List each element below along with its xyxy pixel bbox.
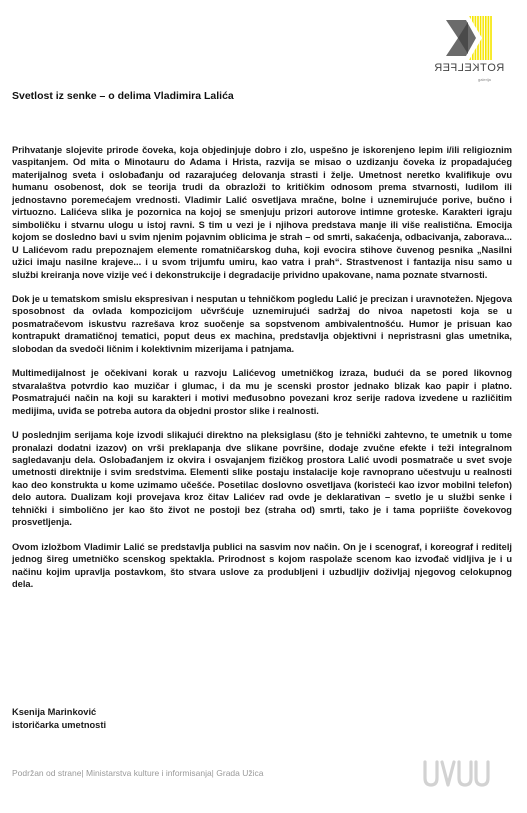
body-paragraph: Multimedijalnost je očekivani korak u razvoju Lalićevog umetničkog izraza, budući da se pored likovnog stvaralaštva potvrdio kao muzičar i glumac, i da mu je scenski prostor jednako blizak kao papir i platno. Posmatrajući način na koji su karakteri i motivi međusobno povezani kroz serije radova izvedene u različitim medijima, uviđa se potreba autora da objedni prostor slike i realnosti.	[12, 368, 512, 416]
body-paragraph: U poslednjim serijama koje izvodi slikajući direktno na pleksiglasu (što je tehnički zahtevno, te umetnik u tome pronalazi dodatni izazov) on vrši preklapanja dve slikane površine, dodaje zvučne efekte i teži integralnom sagledavanju dela. Oslobađanjem iz okvira i osvajanjem fizičkog prostora Lalić uvodi posmatrače u svet svoje umetnosti direktnije i svim sredstvima. Elementi slike postaju instalacije koje ravnoprano učestvuju u realnosti kao deo konstrukta u kome uzimamo učešće. Posetilac doslovno osvetljava (koristeći kao izvor mobilni telefon) delo autora. Dualizam koji provejava kroz čitav Lalićev rad ovde je deklarativan – svetlo je u službi senke i tehnički i simbolično jer kao što život ne postoji bez (straha od) smrti, tako je i tama popriište čovekovog prosvetljenja.	[12, 430, 512, 528]
gallery-logo	[424, 16, 514, 82]
document-body	[12, 144, 512, 603]
body-paragraph: Prihvatanje slojevite prirode čoveka, koja objedinjuje dobro i zlo, uspešno je iskorenjeno lepim i/ili religioznim vaspitanjem. Od mita o Minotauru do Adama i Hrista, razvija se misao o uzdizanju čoveka iz propadajućeg materijalnog sveta i oslobađanju od razarajućeg delovanja strasti i želje. Umetnost neretko kvalifikuje ovu humanu osobenost, dok se teorija trudi da obrazloži to kritičkim odnosom prema stvarnosti, ludilom ili jednostavno poremećajem vrednosti. Vladimir Lalić osvetljava mračne, bolne i uznemirujuće porive, bučno i virtuozno. Lalićeva slika je pozornica na kojoj se smenjuju prizori autorove intimne groteske. Karakteri igraju simboličku i stvarnu ulogu u istoj ravni. S tim u vezi je i njihova predstava manje ili više realistična. Emocija kojom se dosledno bavi u svim njenim pojavnim oblicima je strah – od smrti, sakaćenja, odbacivanja, zaborava... U Lalićevom radu prepoznajem elemente romatničarskog duha, koji evocira stihove čuvenog pesnika „Nasilni užici imaju nasilne krajeve... i u svom trijumfu umiru, kao vatra i prah“. Strastvenost i fantazija nisu samo u službi kreiranja nove vizije već i dekonstrukcije i degradacije prividno upakovane, nama poznate stvarnosti.	[12, 145, 512, 280]
author-name: Ksenija Marinković	[12, 707, 97, 717]
gallery-logo-subtext: galerija	[478, 77, 491, 82]
gallery-logo-text: ROTKELFER	[433, 62, 505, 74]
author-signature	[12, 706, 106, 732]
footer-support-text: Podržan od strane| Ministarstva kulture i informisanja| Grada Užica	[12, 768, 264, 778]
uvuu-logo-icon	[422, 758, 494, 788]
body-paragraph: Ovom izložbom Vladimir Lalić se predstavlja publici na sasvim nov način. On je i scenograf, i koreograf i reditelj jednog šireg umetničko scenskog spektakla. Prirodnost s kojom raspolaže scenom kao izvođač vidljiva je i u načinu kojim upravlja postavkom, što stvara uslove za produbljeni i uzbudljiv doživljaj njegovog celokupnog dela.	[12, 541, 512, 590]
document-title: Svetlost iz senke – o delima Vladimira Lalića	[12, 90, 234, 102]
footer-logo	[422, 758, 494, 793]
author-role: istoričarka umetnosti	[12, 720, 107, 730]
body-paragraph: Dok je u tematskom smislu ekspresivan i nesputan u tehničkom pogledu Lalić je precizan i uravnotežen. Njegova sposobnost da ovlada kompozicijom učvršćuje uznemirujući sadržaj do nivoa napetosti koja se u posmatračevom iskustvu razrešava kroz suočenje sa sopstvenom ambivalentnošću. Humor je prisuan kao kontrapukt dramatičnoj tematici, poput deus ex machina, predstavlja objektivni i nepristrasni glas umetnika, slobodan da svedoči ličnim i kolektivnim mizerijama i patnjama.	[12, 293, 512, 354]
gallery-logo-icon	[446, 16, 492, 60]
